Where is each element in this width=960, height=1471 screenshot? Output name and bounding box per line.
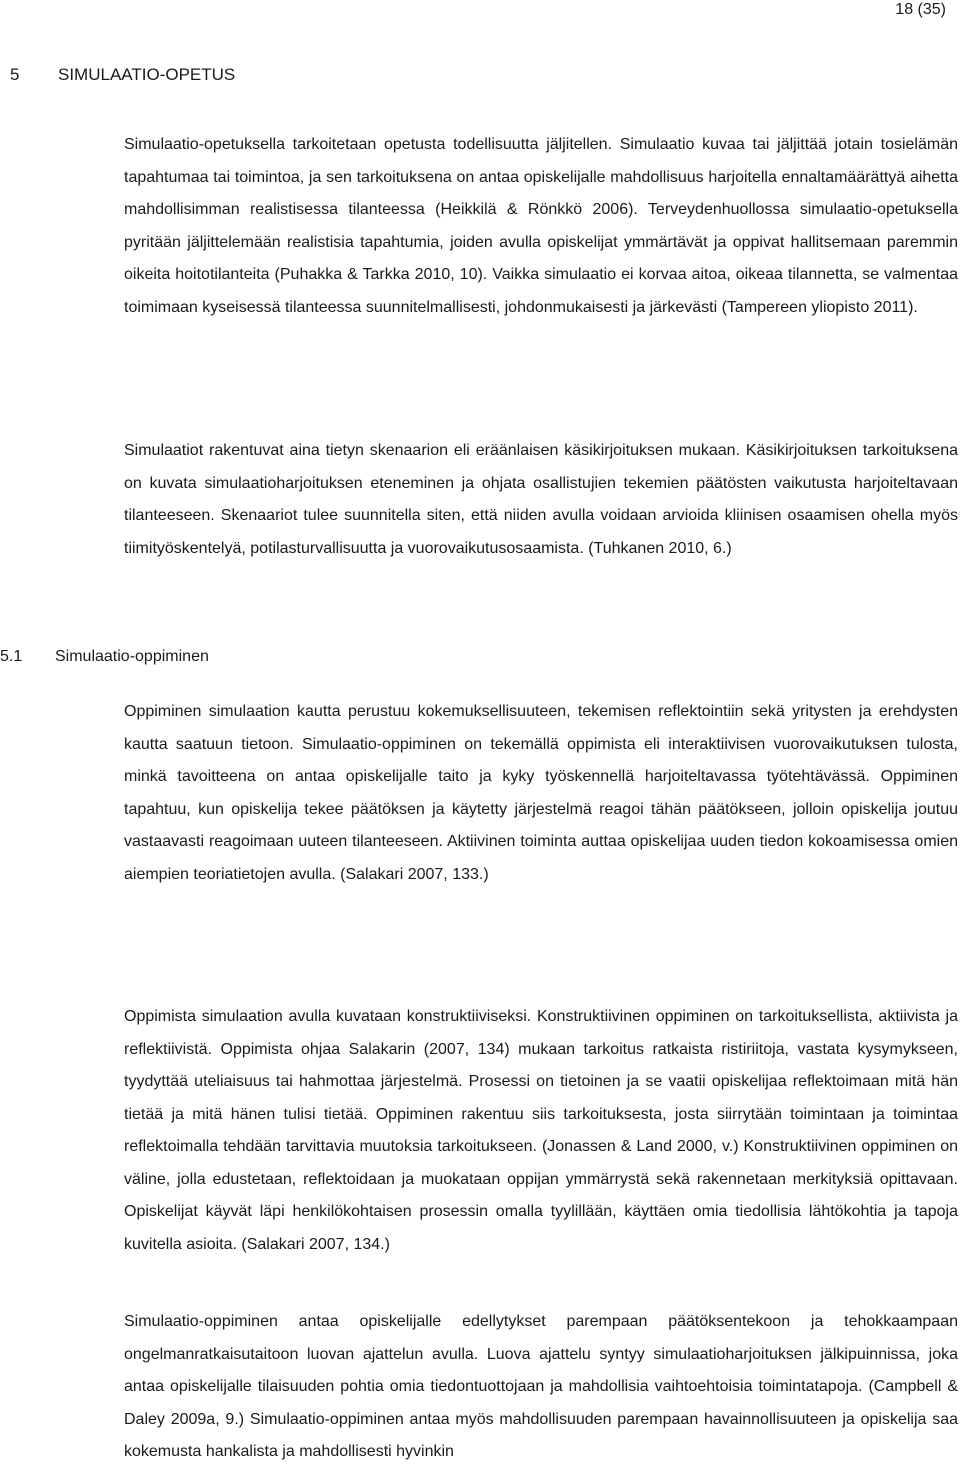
paragraph-2: Simulaatiot rakentuvat aina tietyn skenaarion eli eräänlaisen käsikirjoituksen mukaan. Käsikirjoituksen tarkoituksena on kuvata simulaatioharjoituksen eteneminen ja ohjata osallistujien tekemien päätösten vaikutusta harjoiteltavaan tilanteeseen. Skenaariot tulee suunnitella siten, että niiden avulla voidaan arvioida kliinisen osaamisen ohella myös tiimityöskentelyä, potilasturvallisuutta ja vuorovaikutusosaamista. (Tuhkanen 2010, 6.): [124, 442, 958, 557]
page-number: 18 (35): [895, 1, 946, 18]
paragraph-1: Simulaatio-opetuksella tarkoitetaan opetusta todellisuutta jäljitellen. Simulaatio kuvaa tai jäljittää jotain tosielämän tapahtumaa tai toimintoa, ja sen tarkoituksena on antaa opiskelijalle mahdollisuus harjoitella ennaltamäärättyä aihetta mahdollisimman realistisessa tilanteessa (Heikkilä & Rönkkö 2006). Terveydenhuollossa simulaatio-opetuksella pyritään jäljittelemään realistisia tapahtumia, joiden avulla opiskelijat ymmärtävät ja oppivat hallitsemaan paremmin oikeita hoitotilanteita (Puhakka & Tarkka 2010, 10). Vaikka simulaatio ei korvaa aitoa, oikeaa tilannetta, se valmentaa toimimaan kyseisessä tilanteessa suunnitelmallisesti, johdonmukaisesti ja järkevästi (Tampereen yliopisto 2011).: [124, 136, 958, 316]
section-heading: [0, 646, 209, 668]
paragraph-3: Oppiminen simulaation kautta perustuu kokemuksellisuuteen, tekemisen reflektointiin sekä yritysten ja erehdysten kautta saatuun tietoon. Simulaatio-oppiminen on tekemällä oppimista eli interaktiivisen vuorovaikutuksen tulosta, minkä tavoitteena on antaa opiskelijalle taito ja kyky työskennellä harjoiteltavassa työtehtävässä. Oppiminen tapahtuu, kun opiskelija tekee päätöksen ja käytetty järjestelmä reagoi tähän päätökseen, jolloin opiskelija joutuu vastaavasti reagoimaan uuteen tilanteeseen. Aktiivinen toiminta auttaa opiskelijaa uuden tiedon kokoamisessa omien aiempien teoriatietojen avulla. (Salakari 2007, 133.): [124, 703, 958, 883]
chapter-heading: [10, 64, 235, 86]
paragraph-4: Oppimista simulaation avulla kuvataan konstruktiiviseksi. Konstruktiivinen oppiminen on tarkoituksellista, aktiivista ja reflektiivistä. Oppimista ohjaa Salakarin (2007, 134) mukaan tarkoitus ratkaista ristiriitoja, vastata kysymykseen, tyydyttää uteliaisuus tai hahmottaa järjestelmä. Prosessi on tietoinen ja se vaatii opiskelijaa reflektoimaan mitä hän tietää ja mitä hänen tulisi tietää. Oppiminen rakentuu siis tarkoituksesta, josta siirrytään toimintaan ja toimintaa reflektoimalla tehdään tarvittavia muutoksia tarkoitukseen. (Jonassen & Land 2000, v.) Konstruktiivinen oppiminen on väline, jolla edustetaan, reflektoidaan ja muokataan oppijan ymmärrystä sekä rakennetaan merkityksiä opittavaan. Opiskelijat käyvät läpi henkilökohtaisen prosessin omalla tyylillään, käyttäen omia tiedollisia lähtökohtia ja tapoja kuvitella asioita. (Salakari 2007, 134.): [124, 1008, 958, 1253]
paragraph-5: Simulaatio-oppiminen antaa opiskelijalle edellytykset parempaan päätöksentekoon ja tehokkaampaan ongelmanratkaisutaitoon luovan ajattelun avulla. Luova ajattelu syntyy simulaatioharjoituksen jälkipuinnissa, joka antaa opiskelijalle tilaisuuden pohtia omia tiedontuottojaan ja mahdollisia vaihtoehtoisia toimintatapoja. (Campbell & Daley 2009a, 9.) Simulaatio-oppiminen antaa myös mahdollisuuden parempaan havainnollisuuteen ja opiskelija saa kokemusta hankalista ja mahdollisesti hyvinkin: [124, 1313, 958, 1460]
section-number: 5.1: [0, 648, 23, 665]
chapter-title: SIMULAATIO-OPETUS: [58, 65, 236, 84]
section-title: Simulaatio-oppiminen: [55, 648, 209, 665]
chapter-number: 5: [10, 65, 20, 84]
